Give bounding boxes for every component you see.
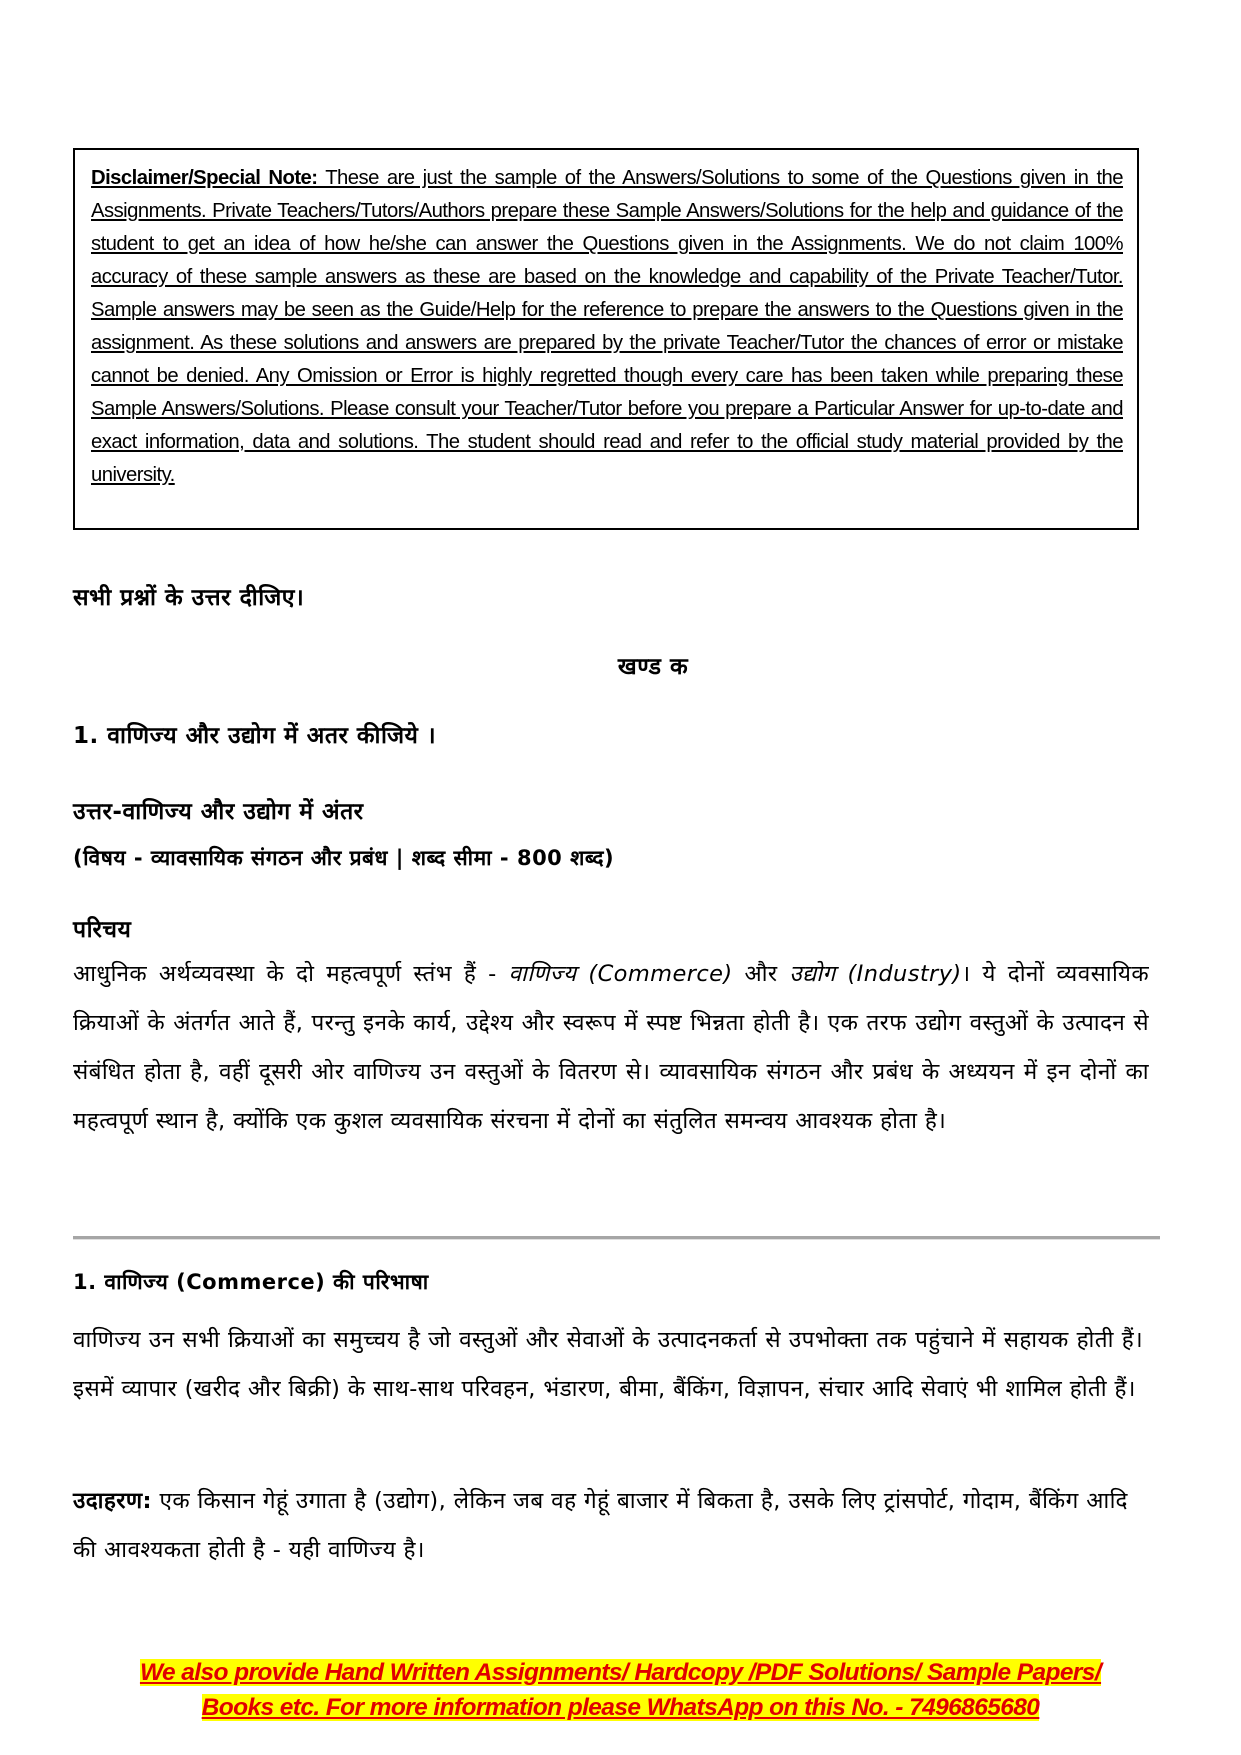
- disclaimer-box: [73, 148, 1139, 530]
- disclaimer-text: [91, 162, 1123, 492]
- intro-paragraph: [73, 950, 1149, 1146]
- example-label: उदाहरण:: [73, 1488, 152, 1514]
- intro-text-start: आधुनिक अर्थव्यवस्था के दो महत्वपूर्ण स्तंभ हैं -: [73, 961, 509, 987]
- disclaimer-label: Disclaimer/Special Note:: [91, 167, 318, 189]
- example-paragraph: [73, 1477, 1143, 1575]
- section-title: खण्ड क: [617, 654, 689, 680]
- question-heading: 1. वाणिज्य और उद्योग में अतर कीजिये ।: [73, 723, 437, 749]
- subject-line: (विषय - व्यावसायिक संगठन और प्रबंध | शब्द सीमा - 800 शब्द): [73, 846, 615, 870]
- horizontal-divider: [73, 1236, 1160, 1240]
- commerce-definition-heading: 1. वाणिज्य (Commerce) की परिभाषा: [73, 1270, 429, 1294]
- commerce-definition-text: वाणिज्य उन सभी क्रियाओं का समुच्चय है जो वस्तुओं और सेवाओं के उत्पादनकर्ता से उपभोक्ता तक पहुंचाने में सहायक होती हैं। इसमें व्यापार (खरीद और बिक्री) के साथ-साथ परिवहन, भंडारण, बीमा, बैंकिंग, विज्ञापन, संचार आदि सेवाएं भी शामिल होती हैं।: [73, 1327, 1143, 1402]
- intro-and: और: [732, 961, 790, 987]
- industry-term: उद्योग (Industry): [789, 961, 962, 987]
- promo-line-1: We also provide Hand Written Assignments/ Hardcopy /PDF Solutions/ Sample Papers/: [139, 1659, 1102, 1686]
- instruction-heading: सभी प्रश्नों के उत्तर दीजिए।: [73, 585, 305, 611]
- commerce-term: वाणिज्य (Commerce): [508, 961, 733, 987]
- intro-text-end: । ये दोनों व्यवसायिक क्रियाओं के अंतर्गत आते हैं, परन्तु इनके कार्य, उद्देश्य और स्वरूप में स्पष्ट भिन्नता होती है। एक तरफ उद्योग वस्तुओं के उत्पादन से संबंधित होता है, वहीं दूसरी ओर वाणिज्य उन वस्तुओं के वितरण से। व्यावसायिक संगठन और प्रबंध के अध्ययन में इन दोनों का महत्वपूर्ण स्थान है, क्योंकि एक कुशल व्यवसायिक संरचना में दोनों का संतुलित समन्वय आवश्यक होता है।: [73, 961, 1149, 1134]
- promo-banner: [90, 1655, 1151, 1725]
- answer-heading: उत्तर-वाणिज्य और उद्योग में अंतर: [73, 799, 364, 825]
- promo-line-2: Books etc. For more information please WhatsApp on this No. - 7496865680: [201, 1694, 1040, 1721]
- intro-heading: परिचय: [73, 917, 132, 943]
- example-text: एक किसान गेहूं उगाता है (उद्योग), लेकिन जब वह गेहूं बाजार में बिकता है, उसके लिए ट्रांसपोर्ट, गोदाम, बैंकिंग आदि की आवश्यकता होती है - यही वाणिज्य है।: [73, 1488, 1128, 1563]
- disclaimer-body: These are just the sample of the Answers/Solutions to some of the Questions given in the Assignments. Private Teachers/Tutors/Authors prepare these Sample Answers/Solutions for the help and guidance of the student to get an idea of how he/she can answer the Questions given in the Assignments. We do not claim 100% accuracy of these sample answers as these are based on the knowledge and capability of the Private Teacher/Tutor. Sample answers may be seen as the Guide/Help for the reference to prepare the answers to the Questions given in the assignment. As these solutions and answers are prepared by the private Teacher/Tutor the chances of error or mistake cannot be denied. Any Omission or Error is highly regretted though every care has been taken while preparing these Sample Answers/Solutions. Please consult your Teacher/Tutor before you prepare a Particular Answer for up-to-date and exact information, data and solutions. The student should read and refer to the official study material provided by the university.: [91, 167, 1124, 486]
